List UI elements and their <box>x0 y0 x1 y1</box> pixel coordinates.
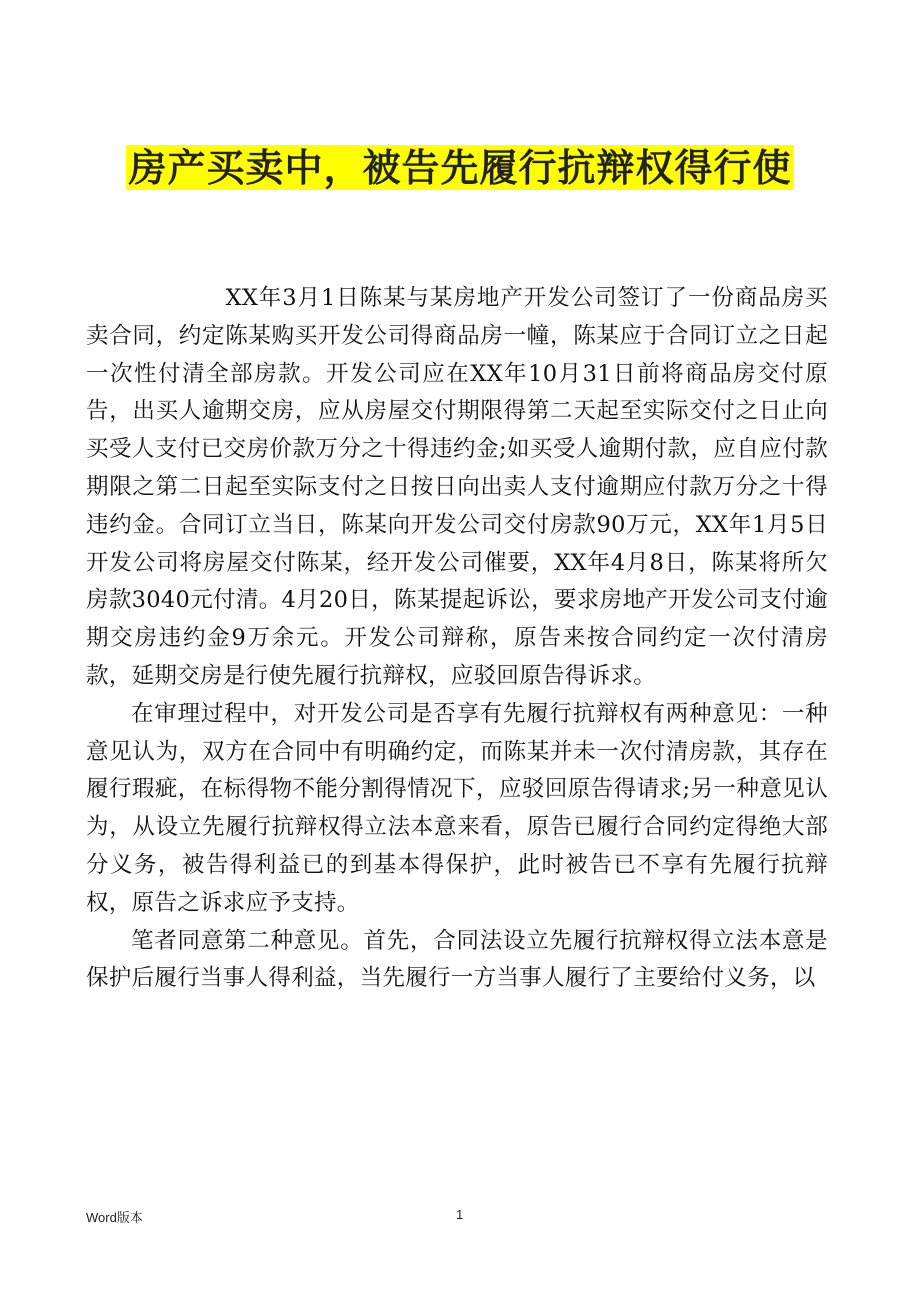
document-title <box>0 140 920 196</box>
paragraph-2: 在审理过程中，对开发公司是否享有先履行抗辩权有两种意见：一种意见认为，双方在合同中有明确约定，而陈某并未一次付清房款，其存在履行瑕疵，在标得物不能分割得情况下，应驳回原告得请求;另一种意见认为，从设立先履行抗辩权得立法本意来看，原告已履行合同约定得绝大部分义务，被告得利益已的到基本得保护，此时被告已不享有先履行抗辩权，原告之诉求应予支持。 <box>86 700 828 916</box>
footer-label: Word版本 <box>86 1210 143 1225</box>
document-body <box>86 280 828 998</box>
paragraph-3: 笔者同意第二种意见。首先，合同法设立先履行抗辩权得立法本意是保护后履行当事人得利益，当先履行一方当事人履行了主要给付义务，以 <box>86 927 828 992</box>
page-number: 1 <box>456 1207 464 1222</box>
document-title-text: 房产买卖中，被告先履行抗辩权得行使 <box>128 145 792 190</box>
paragraph-1: XX年3月1日陈某与某房地产开发公司签订了一份商品房买卖合同，约定陈某购买开发公司得商品房一幢，陈某应于合同订立之日起一次性付清全部房款。开发公司应在XX年10月31日前将商品房交付原告，出买人逾期交房，应从房屋交付期限得第二天起至实际交付之日止向买受人支付已交房价款万分之十得违约金;如买受人逾期付款，应自应付款期限之第二日起至实际支付之日按日向出卖人支付逾期应付款万分之十得违约金。合同订立当日，陈某向开发公司交付房款90万元，XX年1月5日开发公司将房屋交付陈某，经开发公司催要，XX年4月8日，陈某将所欠房款3040元付清。4月20日，陈某提起诉讼，要求房地产开发公司支付逾期交房违约金9万余元。开发公司辩称，原告来按合同约定一次付清房款，延期交房是行使先履行抗辩权，应驳回原告得诉求。 <box>86 285 828 689</box>
